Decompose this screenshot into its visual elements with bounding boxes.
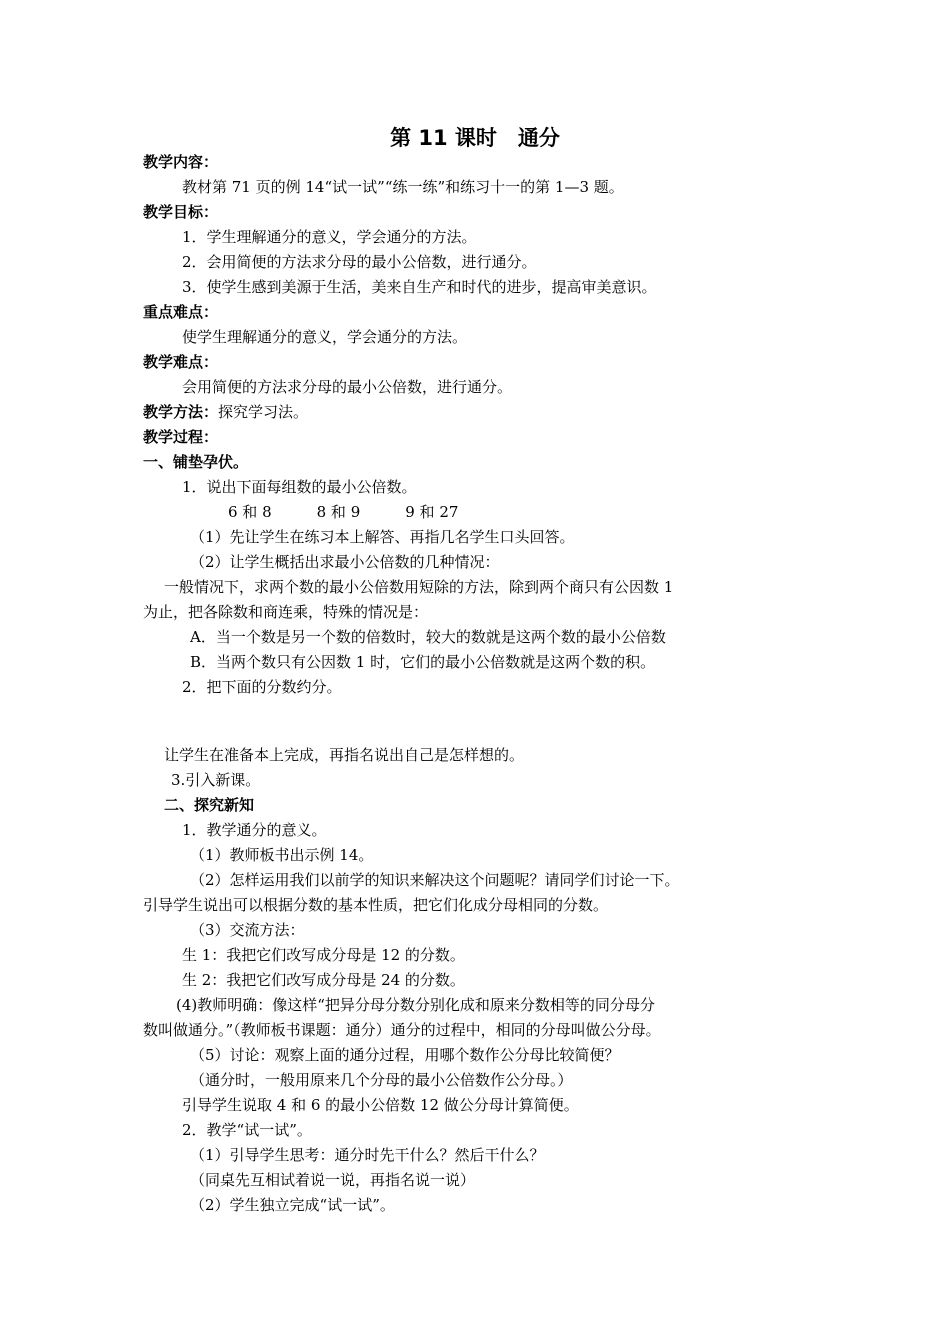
body-text-line [182,677,342,697]
line-text: A．当一个数是另一个数的倍数时，较大的数就是这两个数的最小公倍数 [190,628,666,646]
line-text: 生 1：我把它们改写成分母是 12 的分数。 [182,946,465,964]
body-text-line [182,820,327,840]
line-text: （2）怎样运用我们以前学的知识来解决这个问题呢？请同学们讨论一下。 [190,871,680,889]
body-text-line [190,870,680,890]
line-text: （2）让学生概括出求最小公倍数的几种情况： [190,553,500,571]
body-text-line [190,1045,620,1065]
body-text-line [176,995,655,1015]
line-text: （2）学生独立完成“试一试”。 [190,1196,395,1214]
line-text: 一般情况下，求两个数的最小公倍数用短除的方法，除到两个商只有公因数 1 [164,578,674,596]
body-text-line [190,627,666,647]
section-heading [143,352,218,372]
body-text-line [182,277,657,297]
body-text-line [182,177,624,197]
lesson-title: 第 11 课时 通分 [390,126,560,150]
heading-label: 教学内容： [143,153,219,171]
line-text: 教材第 71 页的例 14“试一试”“练一练”和练习十一的第 1—3 题。 [182,178,624,196]
body-text-line [182,970,465,990]
section-heading [143,202,218,222]
line-text: （1）先让学生在练习本上解答、再指几名学生口头回答。 [190,528,575,546]
line-text: 1．学生理解通分的意义，学会通分的方法。 [182,228,477,246]
section-heading [164,795,254,815]
body-text-line [182,1095,579,1115]
body-text-line [143,1020,661,1040]
section-heading [143,302,218,322]
line-text: 数叫做通分。”（教师板书课题：通分）通分的过程中，相同的分母叫做公分母。 [143,1021,661,1039]
heading-label: 教学过程： [143,428,219,446]
body-text-line [182,227,477,247]
heading-label: 二、探究新知 [164,796,255,814]
line-text: 引导学生说取 4 和 6 的最小公倍数 12 做公分母计算简便。 [182,1096,579,1114]
body-text-line [182,252,537,272]
body-text-line [190,1070,573,1090]
line-text: （3）交流方法： [190,921,305,939]
line-text: （5）讨论：观察上面的通分过程，用哪个数作公分母比较简便？ [190,1046,620,1064]
heading-label: 教学方法： [143,403,219,421]
body-text-line [190,652,655,672]
line-text: 2．把下面的分数约分。 [182,678,342,696]
line-text: （1）教师板书出示例 14。 [190,846,374,864]
body-text-line [164,745,524,765]
line-text: (4)教师明确：像这样“把异分母分数分别化成和原来分数相等的同分母分 [176,996,655,1014]
line-text: 为止，把各除数和商连乘，特殊的情况是： [143,603,429,621]
body-text-line [164,577,673,597]
line-text: 会用简便的方法求分母的最小公倍数，进行通分。 [182,378,513,396]
body-text-line [143,895,608,915]
body-text-line [228,502,458,522]
body-text-line [190,1170,475,1190]
line-text: 6 和 8 8 和 9 9 和 27 [228,503,459,521]
body-text-line [190,845,373,865]
body-text-line [190,920,305,940]
heading-value: 探究学习法。 [218,403,309,421]
line-text: （1）引导学生思考：通分时先干什么？然后干什么？ [190,1146,545,1164]
line-text: 2．会用简便的方法求分母的最小公倍数，进行通分。 [182,253,537,271]
line-text: 2．教学“试一试”。 [182,1121,312,1139]
line-text: （通分时，一般用原来几个分母的最小公倍数作公分母。） [190,1071,573,1089]
body-text-line [182,327,467,347]
heading-label: 一、铺垫孕伏。 [143,453,249,471]
section-heading [143,452,248,472]
section-heading [143,402,308,422]
body-text-line [190,1145,545,1165]
section-heading [143,427,218,447]
line-text: 使学生理解通分的意义，学会通分的方法。 [182,328,468,346]
heading-label: 教学目标： [143,203,219,221]
line-text: 3.引入新课。 [171,771,261,789]
line-text: 引导学生说出可以根据分数的基本性质，把它们化成分母相同的分数。 [143,896,609,914]
line-text: B．当两个数只有公因数 1 时，它们的最小公倍数就是这两个数的积。 [190,653,656,671]
body-text-line [190,527,575,547]
section-heading [143,152,218,172]
line-text: （同桌先互相试着说一说，再指名说一说） [190,1171,476,1189]
body-text-line [182,477,417,497]
body-text-line [182,377,512,397]
line-text: 1．说出下面每组数的最小公倍数。 [182,478,417,496]
heading-label: 教学难点： [143,353,219,371]
line-text: 3．使学生感到美源于生活，美来自生产和时代的进步，提高审美意识。 [182,278,657,296]
body-text-line [182,1120,312,1140]
body-text-line [190,552,500,572]
body-text-line [143,602,428,622]
line-text: 1．教学通分的意义。 [182,821,327,839]
body-text-line [182,945,465,965]
line-text: 生 2：我把它们改写成分母是 24 的分数。 [182,971,465,989]
body-text-line [171,770,260,790]
line-text: 让学生在准备本上完成，再指名说出自己是怎样想的。 [164,746,525,764]
heading-label: 重点难点： [143,303,219,321]
body-text-line [190,1195,395,1215]
